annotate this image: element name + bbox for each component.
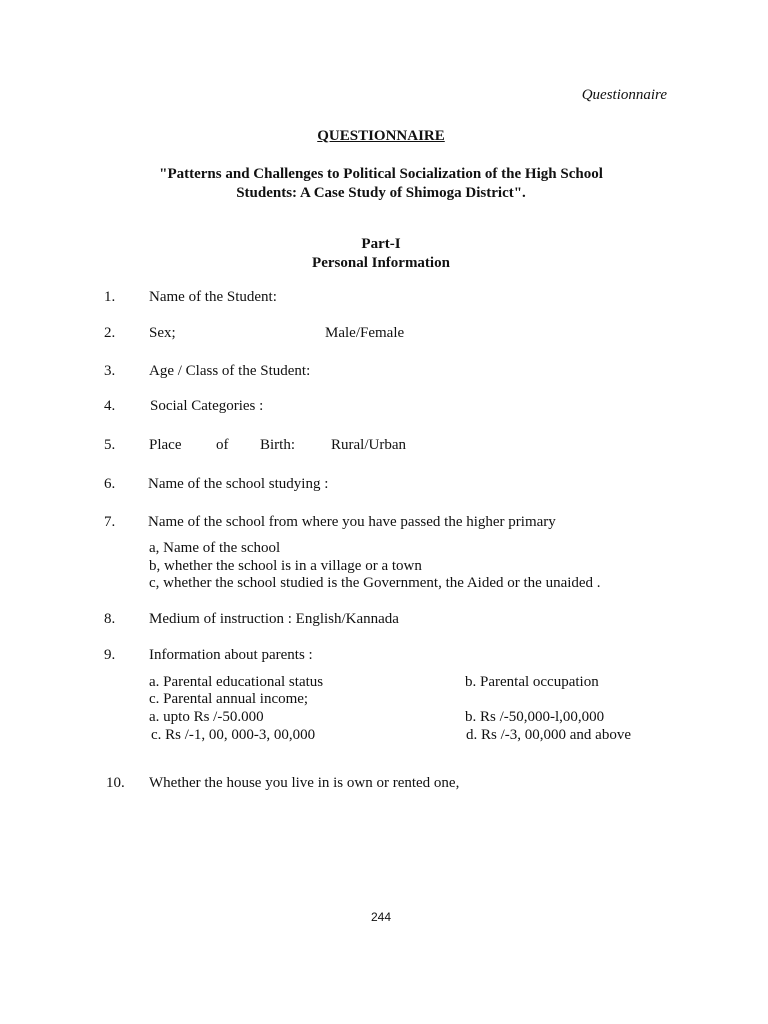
part-heading: Part-I — [361, 236, 401, 252]
question-word: Place — [149, 437, 182, 453]
sub-item: a. Parental educational status — [149, 674, 324, 690]
question-option: Male/Female — [325, 325, 405, 341]
sub-item: b. Parental occupation — [465, 674, 599, 690]
question-number: 3. — [104, 363, 116, 379]
question-text: Age / Class of the Student: — [149, 363, 311, 379]
income-option: a. upto Rs /-50.000 — [149, 709, 264, 725]
running-header: Questionnaire — [581, 87, 667, 103]
question-number: 5. — [104, 437, 116, 453]
question-text: Information about parents : — [149, 647, 313, 663]
question-number: 8. — [104, 611, 116, 627]
question-text: Name of the Student: — [149, 289, 277, 305]
sub-item: b, whether the school is in a village or a town — [149, 558, 422, 574]
subtitle-line-1: "Patterns and Challenges to Political Socialization of the High School — [159, 166, 603, 182]
question-number: 7. — [104, 514, 116, 530]
document-title: QUESTIONNAIRE — [317, 128, 445, 144]
question-text: Medium of instruction : English/Kannada — [149, 611, 399, 627]
section-heading: Personal Information — [312, 255, 450, 271]
question-option: Rural/Urban — [331, 437, 406, 453]
question-text: Name of the school from where you have passed the higher primary — [148, 514, 556, 530]
question-text: Social Categories : — [150, 398, 264, 414]
question-number: 9. — [104, 647, 116, 663]
income-option: d. Rs /-3, 00,000 and above — [466, 727, 631, 743]
question-number: 10. — [106, 775, 125, 791]
question-text: Name of the school studying : — [148, 476, 329, 492]
question-word: of — [216, 437, 229, 453]
question-word: Birth: — [260, 437, 296, 453]
sub-item: c. Parental annual income; — [149, 691, 309, 707]
question-number: 6. — [104, 476, 116, 492]
income-option: b. Rs /-50,000-l,00,000 — [465, 709, 605, 725]
sub-item: a, Name of the school — [149, 540, 281, 556]
question-number: 1. — [104, 289, 116, 305]
subtitle-line-2: Students: A Case Study of Shimoga District". — [236, 185, 526, 201]
page-number: 244 — [370, 910, 392, 924]
question-text: Whether the house you live in is own or rented one, — [149, 775, 460, 791]
sub-item: c, whether the school studied is the Government, the Aided or the unaided . — [149, 575, 601, 591]
question-number: 4. — [104, 398, 116, 414]
question-text: Sex; — [149, 325, 176, 341]
question-number: 2. — [104, 325, 116, 341]
income-option: c. Rs /-1, 00, 000-3, 00,000 — [151, 727, 316, 743]
